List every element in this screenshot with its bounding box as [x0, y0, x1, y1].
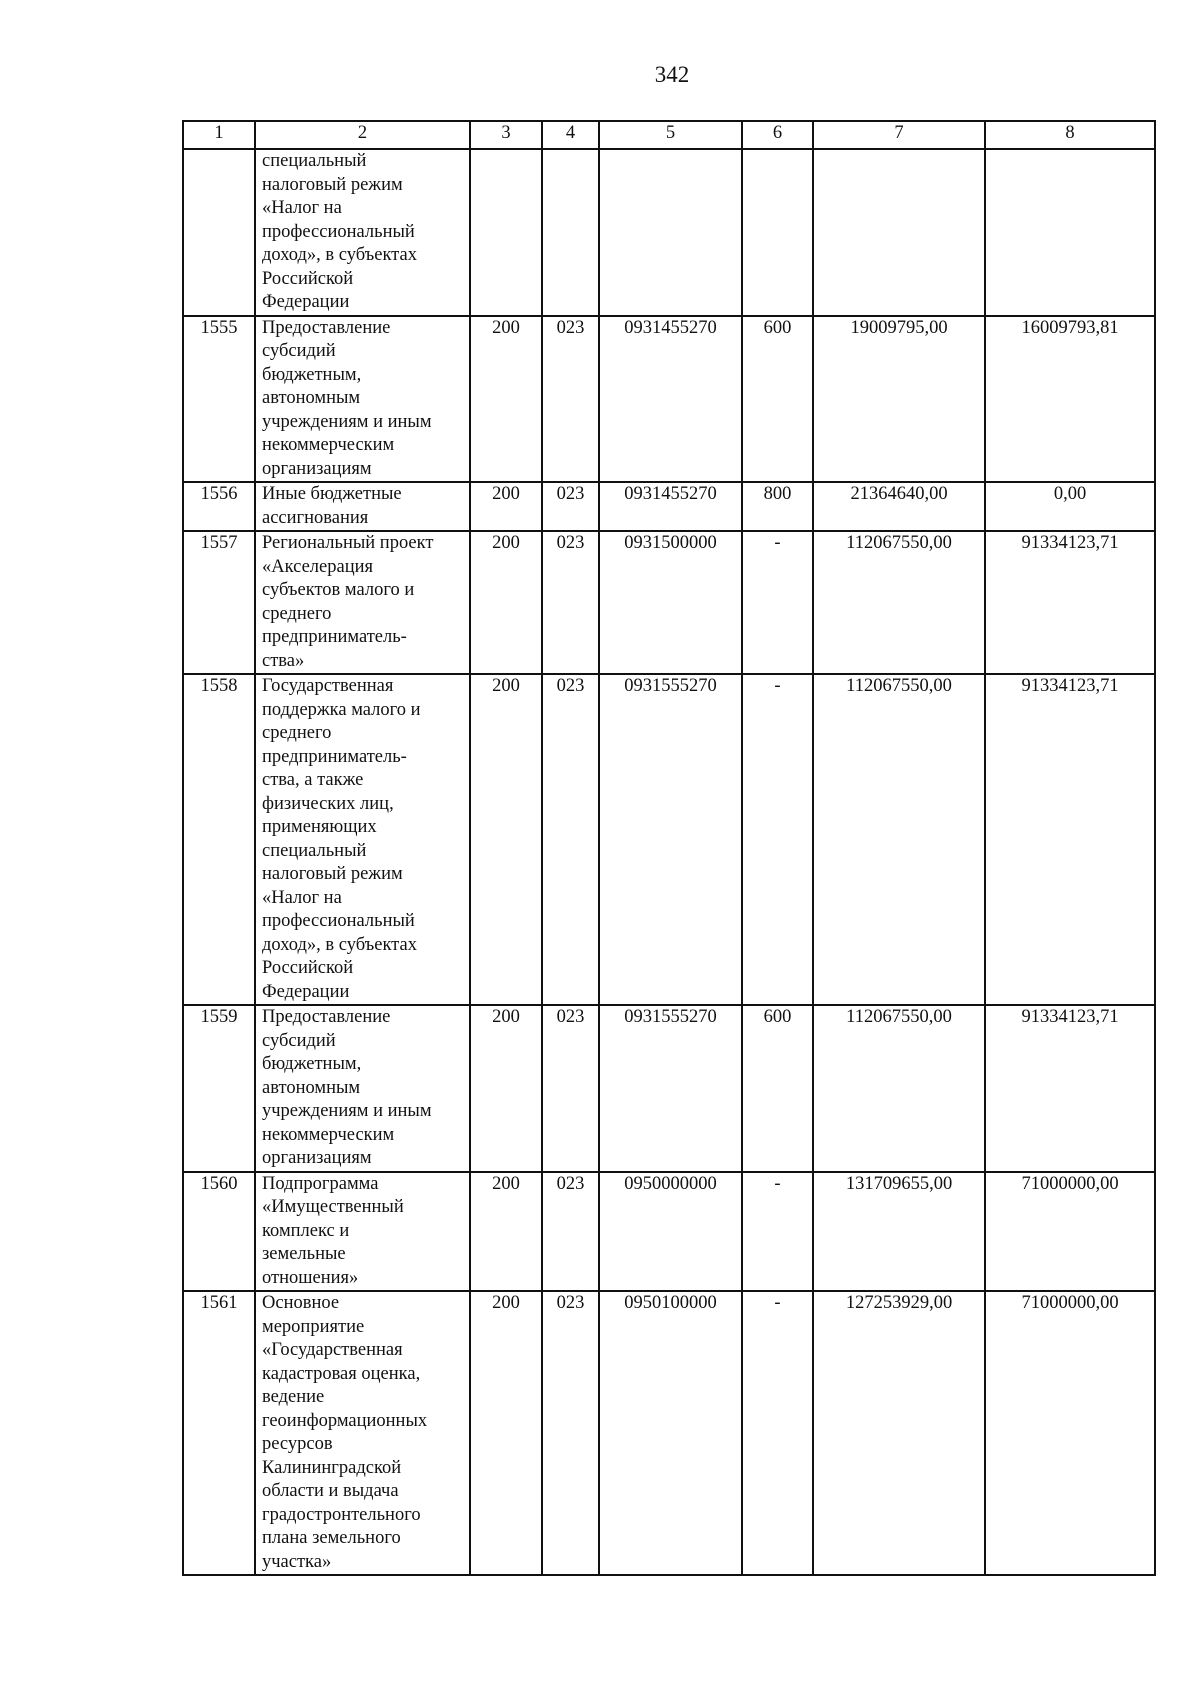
- row-name: [255, 316, 470, 483]
- table-row: [183, 1172, 1155, 1292]
- row-col-3: 200: [470, 316, 542, 483]
- header-col-5: 5: [599, 121, 742, 149]
- table-row: [183, 316, 1155, 483]
- row-name-text: Предоставление субсидий бюджетным, автономным учреждениям и иным некоммерческим организациям: [262, 1007, 432, 1168]
- row-col-6: -: [742, 674, 813, 1005]
- row-col-6: 800: [742, 482, 813, 531]
- row-col-4: 023: [542, 1291, 599, 1575]
- header-col-3: 3: [470, 121, 542, 149]
- row-col-7: 112067550,00: [813, 1005, 985, 1172]
- row-name-text: Предоставление субсидий бюджетным, автономным учреждениям и иным некоммерческим организациям: [262, 317, 432, 479]
- header-col-6: 6: [742, 121, 813, 149]
- row-col-3: 200: [470, 1291, 542, 1575]
- row-number: 1555: [183, 316, 255, 483]
- row-name: [255, 149, 470, 316]
- row-col-5: 0931555270: [599, 1005, 742, 1172]
- row-col-5: [599, 149, 742, 316]
- row-col-5: 0931555270: [599, 674, 742, 1005]
- row-col-6: 600: [742, 316, 813, 483]
- row-number: 1557: [183, 531, 255, 674]
- row-col-5: 0931455270: [599, 482, 742, 531]
- table-header: [183, 121, 1155, 149]
- header-row: [183, 121, 1155, 149]
- row-number: 1561: [183, 1291, 255, 1575]
- table-row: [183, 674, 1155, 1005]
- row-name-text: Основное мероприятие «Государственная кадастровая оценка, ведение геоинформационных ресурсов Калининградской области и выдача градостронтельного плана земельного участка»: [262, 1293, 428, 1572]
- table-row: [183, 1005, 1155, 1172]
- row-col-6: [742, 149, 813, 316]
- row-col-5: 0931455270: [599, 316, 742, 483]
- row-col-4: 023: [542, 1172, 599, 1292]
- header-col-8: 8: [985, 121, 1155, 149]
- table-row: [183, 149, 1155, 316]
- row-name: [255, 1005, 470, 1172]
- row-name: [255, 674, 470, 1005]
- row-name-text: специальный налоговый режим «Налог на профессиональный доход», в субъектах Российской Федерации: [262, 151, 417, 312]
- row-col-5: 0931500000: [599, 531, 742, 674]
- row-col-8: 91334123,71: [985, 1005, 1155, 1172]
- row-col-6: -: [742, 1172, 813, 1292]
- row-col-4: [542, 149, 599, 316]
- row-number: 1560: [183, 1172, 255, 1292]
- row-col-8: 71000000,00: [985, 1291, 1155, 1575]
- header-col-2: 2: [255, 121, 470, 149]
- row-col-7: 112067550,00: [813, 674, 985, 1005]
- row-col-8: 91334123,71: [985, 674, 1155, 1005]
- row-col-4: 023: [542, 1005, 599, 1172]
- row-col-8: 71000000,00: [985, 1172, 1155, 1292]
- row-col-7: 21364640,00: [813, 482, 985, 531]
- row-col-5: 0950000000: [599, 1172, 742, 1292]
- row-col-3: 200: [470, 1172, 542, 1292]
- row-col-6: 600: [742, 1005, 813, 1172]
- table-body: [183, 149, 1155, 1575]
- header-col-4: 4: [542, 121, 599, 149]
- row-col-3: [470, 149, 542, 316]
- row-name: [255, 1291, 470, 1575]
- row-col-4: 023: [542, 316, 599, 483]
- row-col-7: [813, 149, 985, 316]
- row-number: 1559: [183, 1005, 255, 1172]
- row-col-4: 023: [542, 674, 599, 1005]
- row-number: 1558: [183, 674, 255, 1005]
- header-col-7: 7: [813, 121, 985, 149]
- row-name-text: Иные бюджетные ассигнования: [262, 484, 402, 528]
- row-col-3: 200: [470, 482, 542, 531]
- row-col-8: [985, 149, 1155, 316]
- row-name-text: Государственная поддержка малого и среднего предприниматель- ства, а также физических лиц, применяющих специальный налоговый режим «Налог на профессиональный доход», в субъектах Российской Федерации: [262, 676, 421, 1002]
- page-number: 342: [654, 62, 690, 87]
- row-col-8: 0,00: [985, 482, 1155, 531]
- table-row: [183, 1291, 1155, 1575]
- table-row: [183, 531, 1155, 674]
- row-col-6: -: [742, 531, 813, 674]
- row-col-5: 0950100000: [599, 1291, 742, 1575]
- row-col-3: 200: [470, 674, 542, 1005]
- row-name-text: Региональный проект «Акселерация субъектов малого и среднего предприниматель- ства»: [262, 533, 434, 671]
- row-name: [255, 482, 470, 531]
- row-col-7: 112067550,00: [813, 531, 985, 674]
- row-col-8: 16009793,81: [985, 316, 1155, 483]
- row-number: 1556: [183, 482, 255, 531]
- row-name: [255, 531, 470, 674]
- table-row: [183, 482, 1155, 531]
- row-col-7: 19009795,00: [813, 316, 985, 483]
- row-col-3: 200: [470, 531, 542, 674]
- row-name-text: Подпрограмма «Имущественный комплекс и земельные отношения»: [262, 1173, 404, 1288]
- row-name: [255, 1172, 470, 1292]
- row-col-7: 131709655,00: [813, 1172, 985, 1292]
- row-col-4: 023: [542, 531, 599, 674]
- row-col-6: -: [742, 1291, 813, 1575]
- row-col-4: 023: [542, 482, 599, 531]
- row-col-7: 127253929,00: [813, 1291, 985, 1575]
- row-number: [183, 149, 255, 316]
- header-col-1: 1: [183, 121, 255, 149]
- row-col-8: 91334123,71: [985, 531, 1155, 674]
- budget-table: [182, 120, 1156, 1576]
- row-col-3: 200: [470, 1005, 542, 1172]
